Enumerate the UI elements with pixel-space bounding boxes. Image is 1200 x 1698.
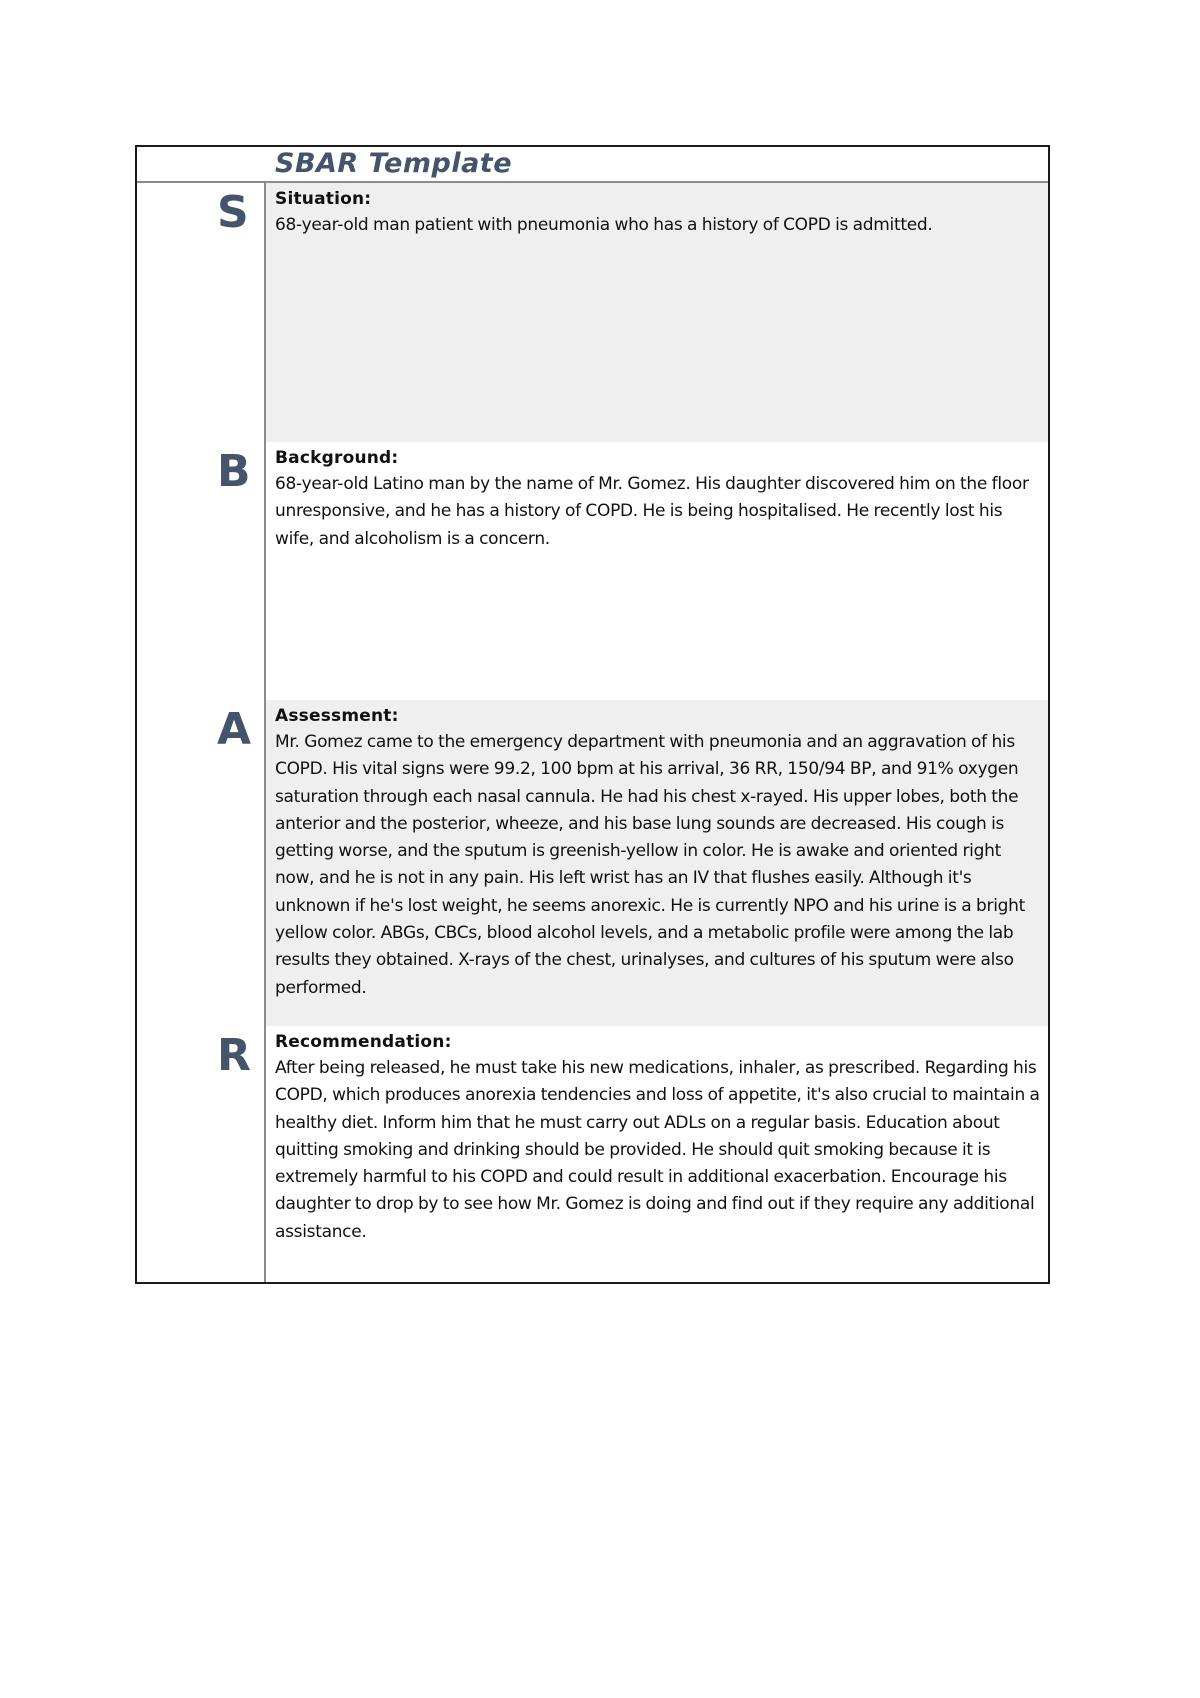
page-title: SBAR Template (275, 148, 513, 179)
situation-text: 68-year-old man patient with pneumonia who has a history of COPD is admitted. (275, 215, 933, 235)
assessment-text: Mr. Gomez came to the emergency department with pneumonia and an aggravation of his COPD. His vital signs were 99.2, 100 bpm at his arrival, 36 RR, 150/94 BP, and 91% oxygen saturation through each nasal cannula. He had his chest x-rayed. His upper lobes, both the anterior and the posterior, wheeze, and his base lung sounds are decreased. His cough is getting worse, and the sputum is greenish-yellow in color. He is awake and oriented right now, and he is not in any pain. His left wrist has an IV that flushes easily. Although it's unknown if he's lost weight, he seems anorexic. He is currently NPO and his urine is a bright yellow color. ABGs, CBCs, blood alcohol levels, and a metabolic profile were among the lab results they obtained. X-rays of the chest, urinalyses, and cultures of his sputum were also performed. (275, 732, 1025, 998)
background-text: 68-year-old Latino man by the name of Mr. Gomez. His daughter discovered him on the floor unresponsive, and he has a history of COPD. He is being hospitalised. He recently lost his wife, and alcoholism is a concern. (275, 474, 1029, 549)
section-letter-s: S (217, 187, 249, 238)
situation-cell (266, 183, 1048, 442)
title-row (137, 147, 1048, 183)
assessment-cell (266, 700, 1048, 1026)
section-letter-b: B (217, 446, 251, 497)
background-cell (266, 442, 1048, 700)
recommendation-cell (266, 1026, 1048, 1282)
section-situation (137, 183, 1048, 442)
recommendation-text: After being released, he must take his new medications, inhaler, as prescribed. Regarding his COPD, which produces anorexia tendencies and loss of appetite, it's also crucial to maintain a healthy diet. Inform him that he must carry out ADLs on a regular basis. Education about quitting smoking and drinking should be provided. He should quit smoking because it is extremely harmful to his COPD and could result in additional exacerbation. Encourage his daughter to drop by to see how Mr. Gomez is doing and find out if they require any additional assistance. (275, 1058, 1040, 1242)
assessment-heading: Assessment: (275, 706, 399, 726)
section-letter-a: A (217, 704, 252, 755)
section-background (137, 442, 1048, 700)
section-assessment (137, 700, 1048, 1026)
section-letter-r: R (217, 1030, 251, 1081)
recommendation-heading: Recommendation: (275, 1032, 452, 1052)
situation-heading: Situation: (275, 189, 372, 209)
sbar-table (135, 145, 1050, 1284)
column-divider (264, 182, 266, 1282)
section-recommendation (137, 1026, 1048, 1282)
background-heading: Background: (275, 448, 399, 468)
